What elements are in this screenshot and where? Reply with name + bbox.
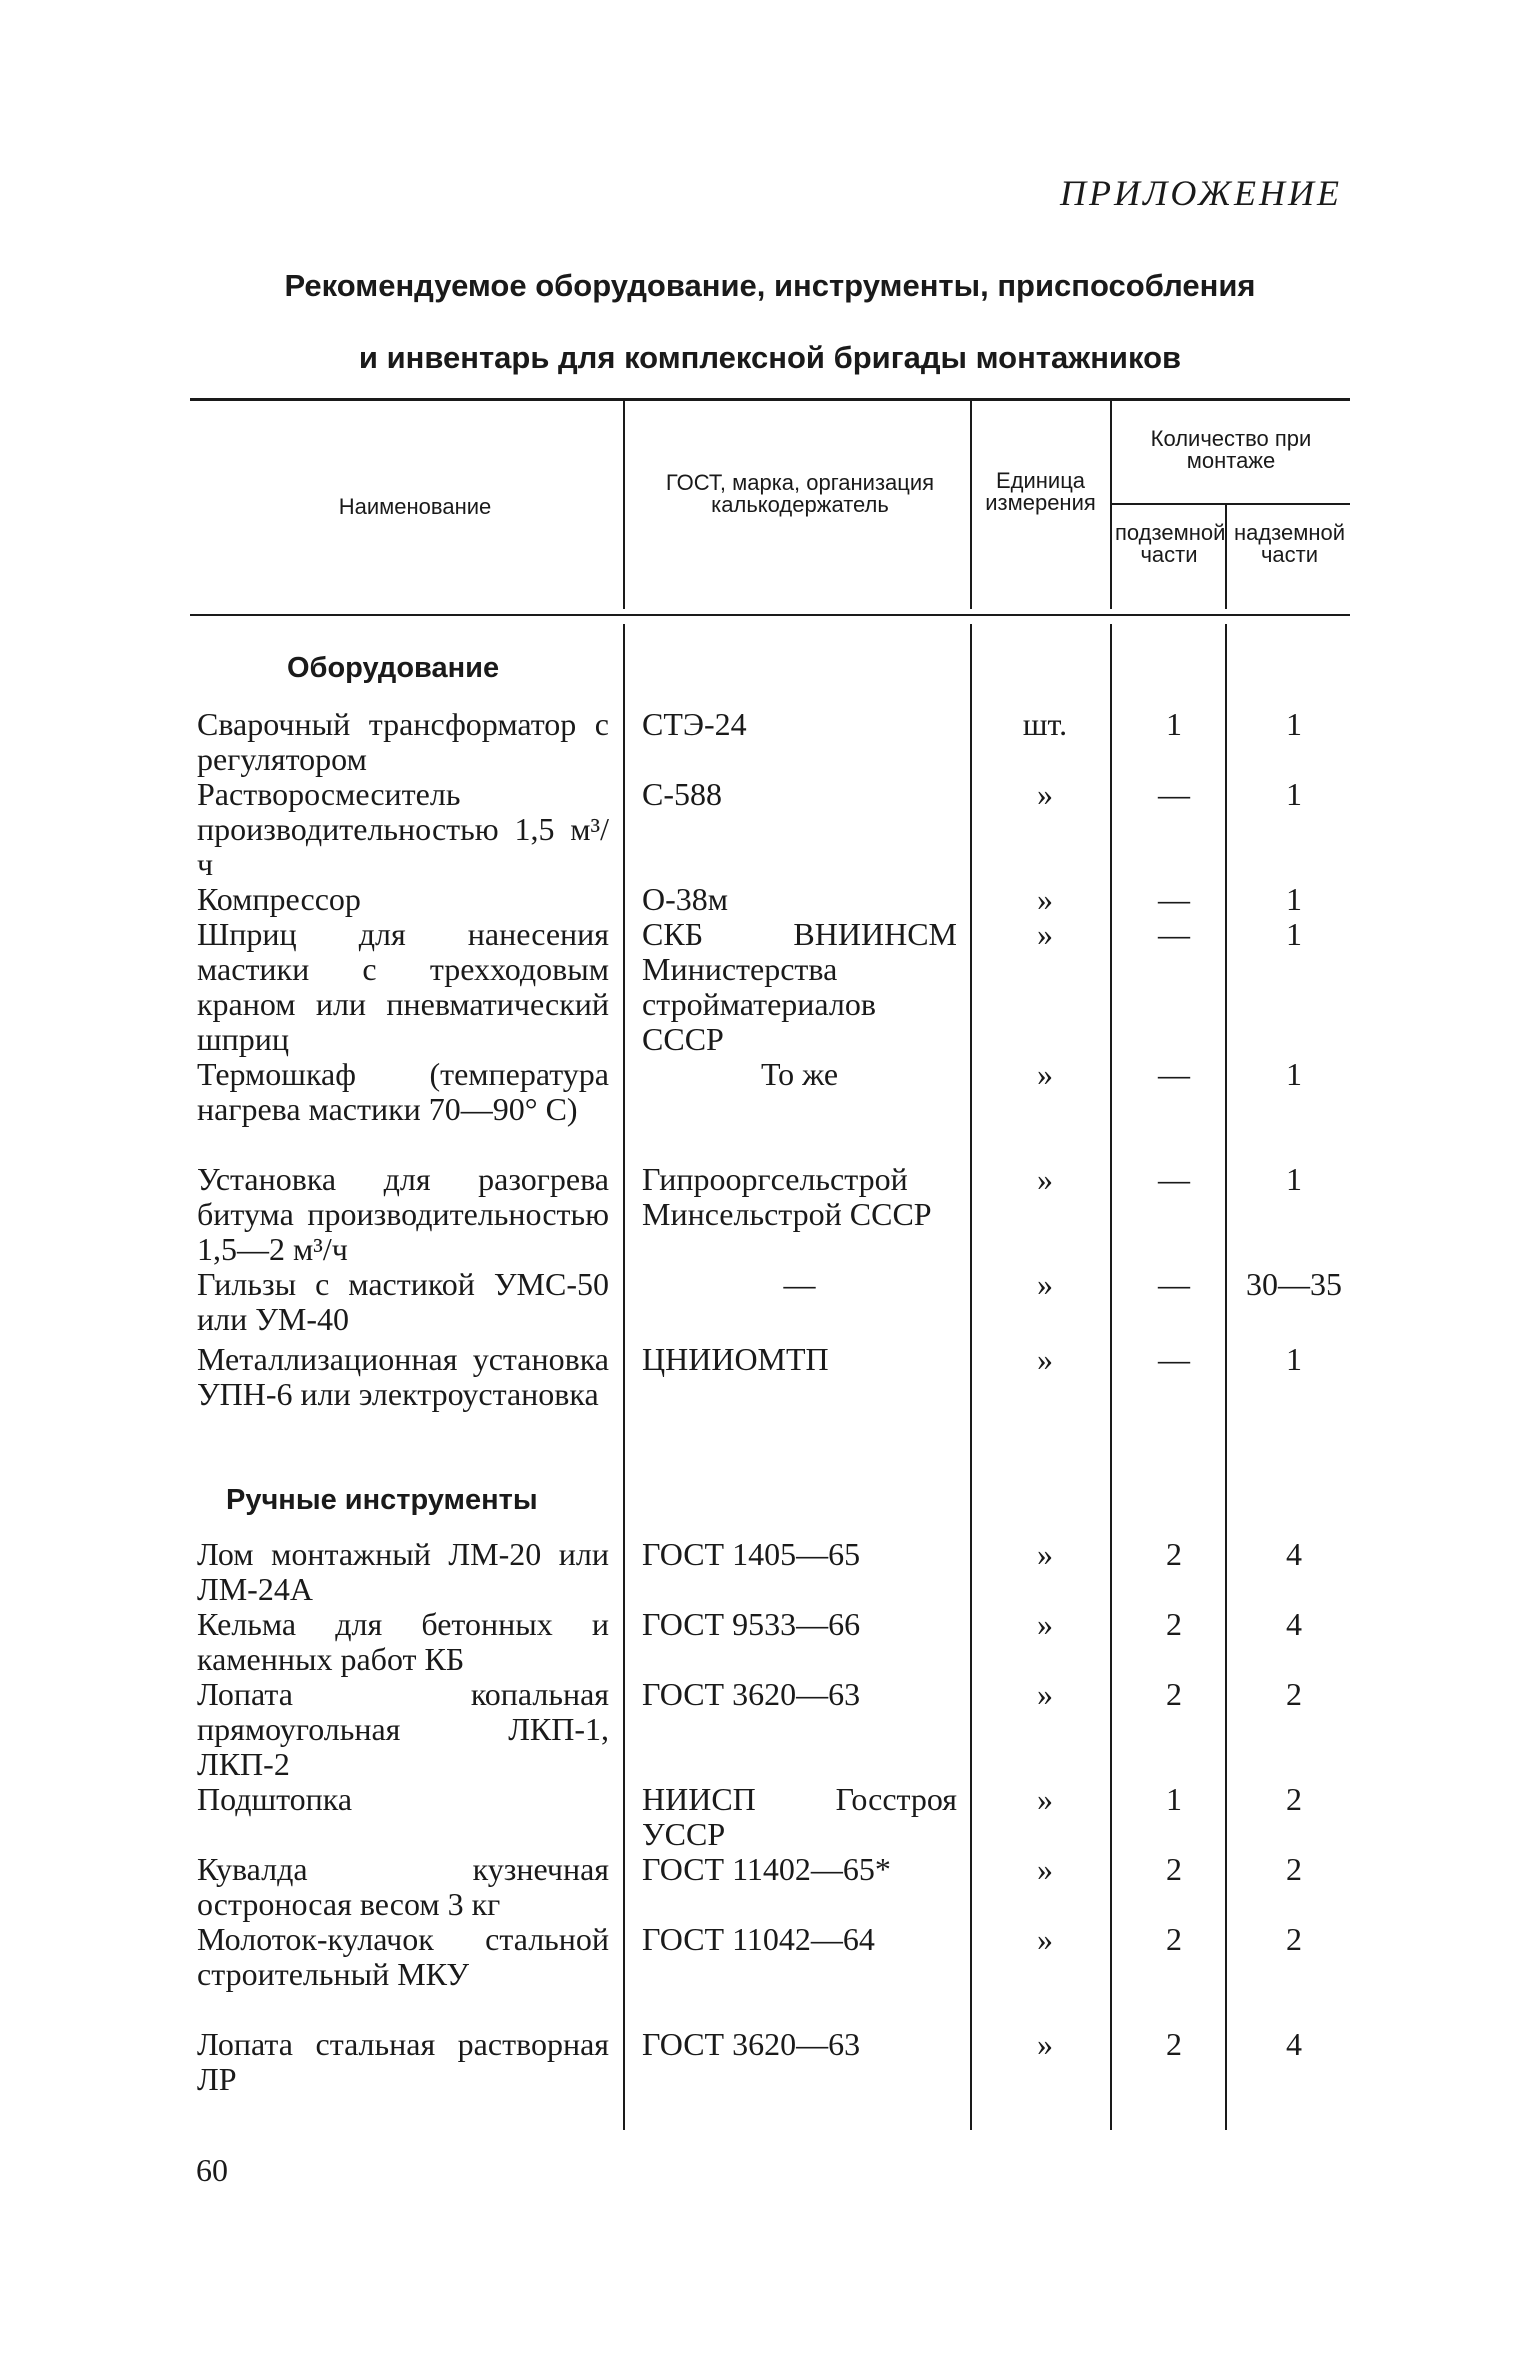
quantity-split-rule [1110,503,1350,505]
row-gost: СТЭ-24 [642,706,747,742]
row-unit: » [1037,776,1053,812]
row-over: 4 [1286,2026,1302,2062]
row-gost: Гипрооргсельстрой Минсельстрой СССР [642,1161,932,1232]
row-under: 2 [1166,1676,1182,1712]
row-under: 2 [1166,1851,1182,1887]
row-name: Молоток-кулачок стальной строительный МКУ [197,1921,609,1992]
row-over: 1 [1286,1161,1302,1197]
header-bottom-rule [190,614,1350,616]
header-name: Наименование [338,494,492,519]
row-gost: СКБ ВНИИНСМ Министерства стройматериалов СССР [642,916,957,1057]
row-over: 1 [1286,1056,1302,1092]
row-over: 1 [1286,706,1302,742]
row-unit: » [1037,1056,1053,1092]
row-over: 2 [1286,1781,1302,1817]
row-name: Лопата стальная растворная ЛР [197,2026,609,2097]
row-under: — [1158,1056,1190,1092]
row-under: 2 [1166,1921,1182,1957]
row-unit: » [1037,1266,1053,1302]
row-over: 4 [1286,1606,1302,1642]
row-gost: ГОСТ 3620—63 [642,2026,861,2062]
row-under: — [1158,1341,1190,1377]
row-name: Установка для разогрева битума производительностью 1,5—2 м³/ч [197,1161,609,1267]
row-unit: » [1037,1921,1053,1957]
page-number: 60 [196,2152,228,2188]
row-over: 1 [1286,916,1302,952]
col-line-1-body [623,624,625,2130]
row-gost: НИИСП Госстроя УССР [642,1781,957,1852]
row-unit: » [1037,1851,1053,1887]
row-under: 1 [1166,1781,1182,1817]
row-unit: » [1037,1781,1053,1817]
row-gost: С-588 [642,776,722,812]
row-name: Термошкаф (температура нагрева мастики 70—90° С) [197,1056,609,1127]
row-name: Сварочный трансформатор с регулятором [197,706,609,777]
row-gost: ГОСТ 1405—65 [642,1536,861,1572]
table-top-rule [190,398,1350,401]
row-under: 2 [1166,1536,1182,1572]
row-under: 1 [1166,706,1182,742]
row-unit: » [1037,1536,1053,1572]
col-line-2-header [970,401,972,609]
row-name: Гильзы с мастикой УМС-50 или УМ-40 [197,1266,609,1337]
row-under: — [1158,776,1190,812]
section-title-equipment: Оборудование [287,652,500,684]
row-over: 2 [1286,1921,1302,1957]
col-line-3-header [1110,401,1112,609]
section-title-hand-tools: Ручные инструменты [226,1484,538,1516]
header-underground: подземной части [1115,520,1226,567]
row-name: Лом монтажный ЛМ-20 или ЛМ-24А [197,1536,609,1607]
row-name: Кувалда кузнечная остроносая весом 3 кг [197,1851,609,1922]
row-gost: ГОСТ 3620—63 [642,1676,861,1712]
header-gost: ГОСТ, марка, организация калькодержатель [665,470,935,517]
row-unit: » [1037,1341,1053,1377]
row-name: Компрессор [197,881,361,917]
row-over: 30—35 [1246,1266,1342,1302]
row-under: — [1158,1161,1190,1197]
title-line-2: и инвентарь для комплексной бригады монтажников [358,340,1182,375]
row-gost: ГОСТ 11042—64 [642,1921,875,1957]
row-name: Лопата копальная прямоугольная ЛКП-1, ЛКП-2 [197,1676,609,1782]
row-over: 1 [1286,776,1302,812]
appendix-label: ПРИЛОЖЕНИЕ [1060,173,1342,213]
row-gost: То же [760,1056,839,1092]
col-line-2-body [970,624,972,2130]
header-aboveground: надземной части [1233,520,1346,567]
row-under: — [1158,1266,1190,1302]
row-under: 2 [1166,2026,1182,2062]
col-line-4-header [1225,505,1227,609]
row-unit: » [1037,1606,1053,1642]
row-gost: — [783,1266,816,1302]
row-under: — [1158,881,1190,917]
row-over: 2 [1286,1676,1302,1712]
row-gost: ЦНИИОМТП [642,1341,829,1377]
row-unit: » [1037,1161,1053,1197]
row-unit: » [1037,881,1053,917]
row-over: 4 [1286,1536,1302,1572]
row-name: Подштопка [197,1781,353,1817]
row-gost: ГОСТ 11402—65* [642,1851,891,1887]
row-under: 2 [1166,1606,1182,1642]
row-unit: » [1037,2026,1053,2062]
row-over: 1 [1286,881,1302,917]
col-line-3-body [1110,624,1112,2130]
row-name: Металлизационная установка УПН-6 или электроустановка [197,1341,609,1412]
col-line-1-header [623,401,625,609]
row-under: — [1158,916,1190,952]
row-name: Кельма для бетонных и каменных работ КБ [197,1606,609,1677]
header-quantity: Количество при монтаже [1150,426,1312,473]
row-unit: » [1037,916,1053,952]
header-unit: Единица измерения [985,468,1096,515]
row-unit: » [1037,1676,1053,1712]
row-unit: шт. [1022,706,1068,742]
row-name: Шприц для нанесения мастики с трехходовым краном или пневматический шприц [197,916,609,1057]
title-line-1: Рекомендуемое оборудование, инструменты, приспособления [284,268,1256,303]
col-line-4-body [1225,624,1227,2130]
row-over: 1 [1286,1341,1302,1377]
row-gost: О-38м [642,881,729,917]
row-name: Растворосмеситель производительностью 1,5 м³/ч [197,776,609,882]
row-over: 2 [1286,1851,1302,1887]
row-gost: ГОСТ 9533—66 [642,1606,861,1642]
